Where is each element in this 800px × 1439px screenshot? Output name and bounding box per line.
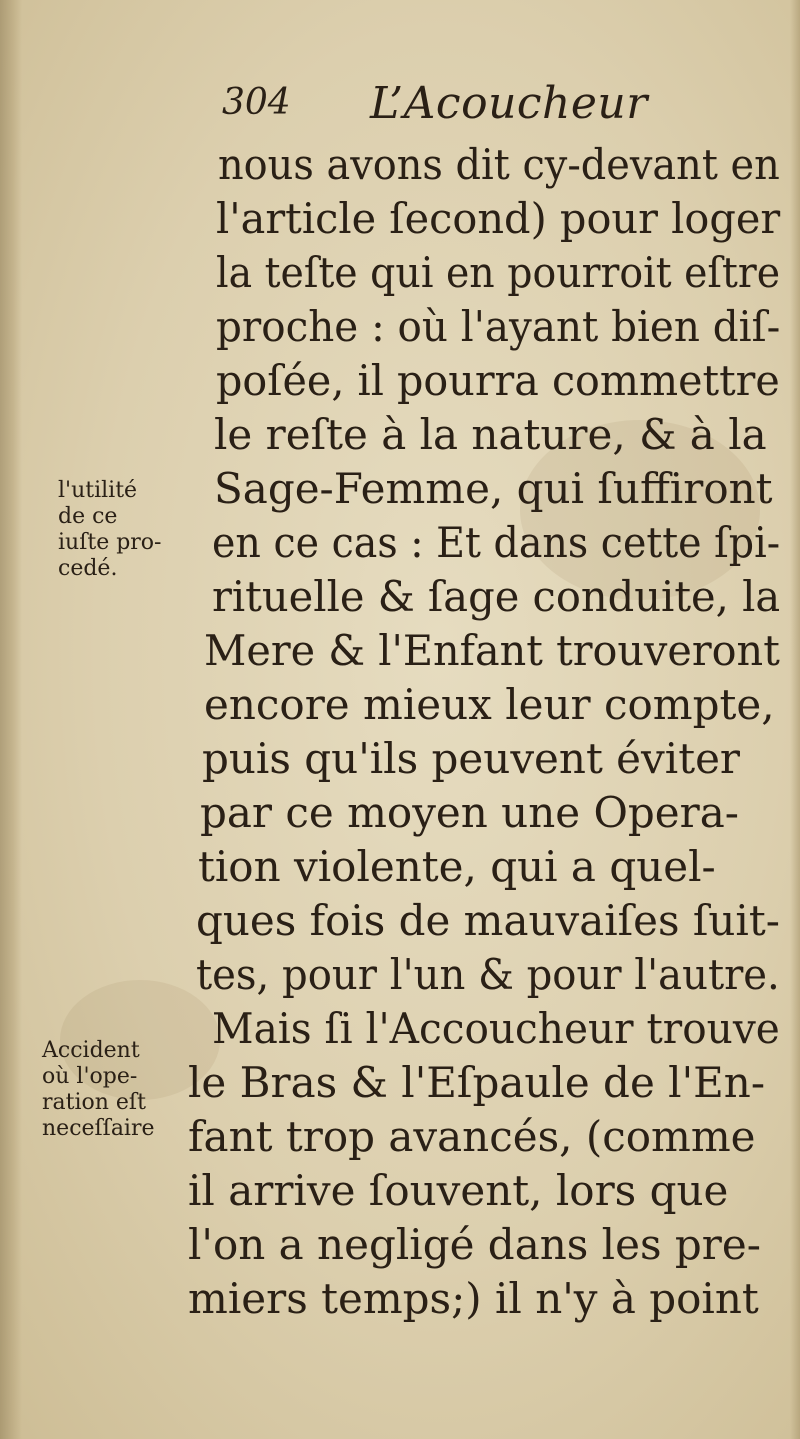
text-line: l'on a negligé dans les pre- — [188, 1220, 761, 1269]
text-line: rituelle & ſage conduite, la — [212, 572, 781, 621]
page-edge-shadow — [790, 0, 800, 1439]
margin-note-line: ration eſt — [42, 1090, 146, 1115]
page-header — [222, 78, 648, 138]
margin-note-line: Accident — [42, 1038, 140, 1063]
text-line: Mais ſi l'Accoucheur trouve — [212, 1004, 780, 1053]
page-number: 304 — [222, 82, 291, 123]
text-line: miers temps;) il n'y à point — [188, 1274, 759, 1323]
text-line: tion violente, qui a quel- — [198, 842, 716, 891]
text-line: en ce cas : Et dans cette ſpi- — [212, 518, 781, 567]
text-line: le Bras & l'Eſpaule de l'En- — [188, 1058, 766, 1107]
text-line: le reſte à la nature, & à la — [214, 410, 767, 459]
text-line: Mere & l'Enfant trouveront — [204, 626, 780, 675]
text-line: proche : où l'ayant bien diſ- — [216, 302, 781, 351]
text-line: l'article ſecond) pour loger — [216, 194, 781, 243]
margin-note-line: de ce — [58, 504, 118, 529]
page-gutter-shadow — [0, 0, 22, 1439]
text-line: par ce moyen une Opera- — [200, 788, 739, 837]
text-line: ques fois de mauvaiſes ſuit- — [196, 896, 780, 945]
margin-note-line: neceſſaire — [42, 1116, 155, 1141]
margin-note — [58, 478, 161, 582]
text-line: puis qu'ils peuvent éviter — [202, 734, 741, 783]
margin-note-line: cedé. — [58, 556, 118, 581]
text-line: tes, pour l'un & pour l'autre. — [196, 950, 780, 999]
margin-note-line: l'utilité — [58, 478, 138, 503]
text-line: nous avons dit cy-devant en — [218, 140, 780, 189]
text-line: fant trop avancés, (comme — [188, 1112, 756, 1161]
text-line: poſée, il pourra commettre — [216, 356, 780, 405]
running-head: L’Acoucheur — [370, 78, 648, 129]
text-line: la teſte qui en pourroit eſtre — [216, 248, 781, 297]
text-line: il arrive ſouvent, lors que — [188, 1166, 729, 1215]
text-line: Sage-Femme, qui ſuffiront — [214, 464, 773, 513]
text-line: encore mieux leur compte, — [204, 680, 775, 729]
margin-note — [42, 1038, 155, 1142]
margin-note-line: iuſte pro- — [58, 530, 162, 555]
margin-note-line: où l'ope- — [42, 1064, 138, 1089]
